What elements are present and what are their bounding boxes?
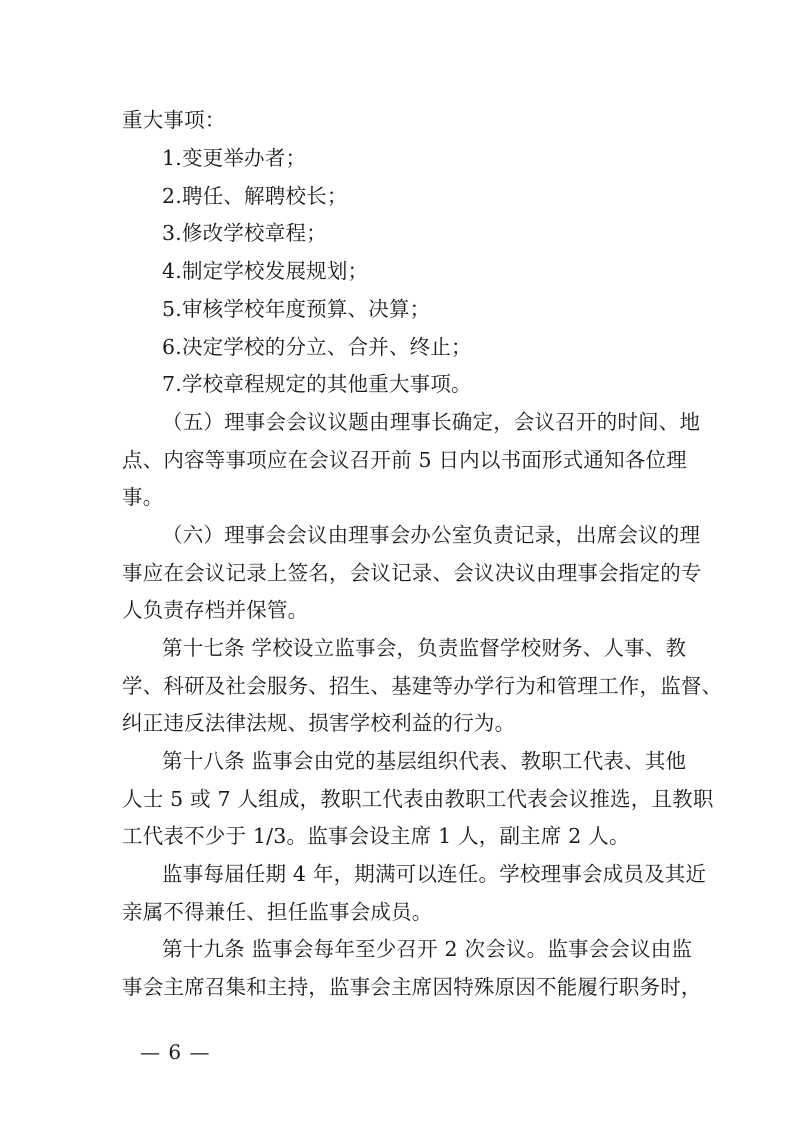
paragraph-line: 监事每届任期 4 年，期满可以连任。学校理事会成员及其近	[162, 862, 707, 886]
paragraph-line: 纠正违反法律法规、损害学校利益的行为。	[122, 711, 516, 735]
page-number: — 6 —	[140, 1040, 211, 1064]
list-item: 2.聘任、解聘校长；	[162, 184, 348, 208]
paragraph-line: （六）理事会会议由理事会办公室负责记录，出席会议的理	[162, 523, 701, 547]
list-item: 7.学校章程规定的其他重大事项。	[162, 372, 472, 396]
paragraph-line: 事会主席召集和主持，监事会主席因特殊原因不能履行职务时，	[122, 975, 702, 999]
paragraph-line: 亲属不得兼任、担任监事会成员。	[122, 900, 433, 924]
paragraph-line: 工代表不少于 1/3。监事会设主席 1 人，副主席 2 人。	[122, 824, 630, 848]
list-item: 3.修改学校章程；	[162, 221, 327, 245]
paragraph-line: 学、科研及社会服务、招生、基建等办学行为和管理工作，监督、	[122, 674, 723, 698]
list-item: 1.变更举办者；	[162, 146, 307, 170]
list-item: 6.决定学校的分立、合并、终止；	[162, 335, 472, 359]
paragraph-line: 事应在会议记录上签名，会议记录、会议决议由理事会指定的专	[122, 561, 702, 585]
paragraph-line: （五）理事会会议议题由理事长确定，会议召开的时间、地	[162, 410, 701, 434]
paragraph-line: 点、内容等事项应在会议召开前 5 日内以书面形式通知各位理	[122, 448, 687, 472]
paragraph-line: 第十七条 学校设立监事会，负责监督学校财务、人事、教	[162, 636, 687, 660]
paragraph-line: 人士 5 或 7 人组成，教职工代表由教职工代表会议推选，且教职	[122, 787, 714, 811]
paragraph-line: 第十八条 监事会由党的基层组织代表、教职工代表、其他	[162, 749, 687, 773]
paragraph-line: 第十九条 监事会每年至少召开 2 次会议。监事会会议由监	[162, 937, 693, 961]
paragraph-line: 事。	[122, 485, 164, 509]
paragraph-line: 人负责存档并保管。	[122, 598, 309, 622]
list-item: 4.制定学校发展规划；	[162, 259, 369, 283]
text-line: 重大事项：	[122, 108, 226, 132]
list-item: 5.审核学校年度预算、决算；	[162, 297, 431, 321]
